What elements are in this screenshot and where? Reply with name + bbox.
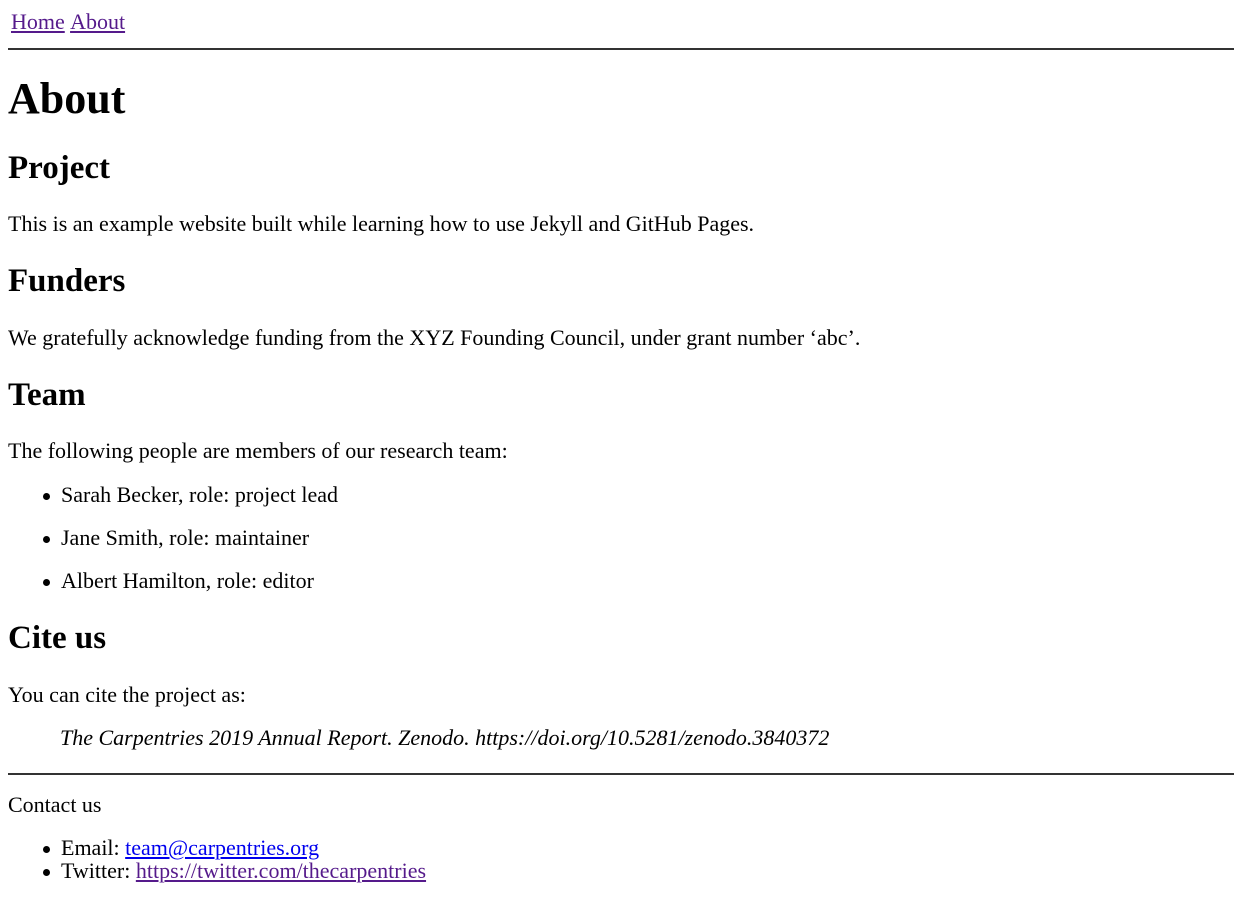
- team-member-text: Jane Smith, role: maintainer: [61, 525, 310, 550]
- section-heading-cite: Cite us: [8, 620, 107, 656]
- email-label: Email:: [61, 835, 126, 860]
- email-link[interactable]: team@carpentries.org: [125, 835, 320, 860]
- contact-item-twitter: [61, 857, 426, 885]
- section-heading-funders: Funders: [8, 263, 126, 299]
- team-member-item: [61, 524, 309, 552]
- team-member-text: Albert Hamilton, role: editor: [61, 568, 314, 593]
- team-member-item: [61, 481, 338, 509]
- page-title: About: [8, 74, 126, 123]
- cite-intro: You can cite the project as:: [8, 682, 246, 707]
- nav-link-about[interactable]: About: [70, 9, 126, 34]
- team-member-item: [61, 567, 314, 595]
- footer-divider: [8, 773, 1234, 775]
- page: [8, 0, 1234, 883]
- bullet-icon: [43, 536, 50, 543]
- funders-text: We gratefully acknowledge funding from the XYZ Founding Council, under grant number ‘abc’.: [8, 325, 861, 350]
- project-text: This is an example website built while learning how to use Jekyll and GitHub Pages.: [8, 211, 755, 236]
- bullet-icon: [43, 579, 50, 586]
- top-nav: [8, 0, 1234, 48]
- team-member-text: Sarah Becker, role: project lead: [61, 482, 339, 507]
- citation-quote: The Carpentries 2019 Annual Report. Zenodo. https://doi.org/10.5281/zenodo.3840372: [60, 725, 830, 750]
- bullet-icon: [43, 493, 50, 500]
- team-intro: The following people are members of our research team:: [8, 438, 508, 463]
- bullet-icon: [43, 846, 50, 853]
- header-divider: [8, 48, 1234, 50]
- twitter-link[interactable]: https://twitter.com/thecarpentries: [135, 858, 427, 883]
- footer-title: Contact us: [8, 792, 102, 817]
- section-heading-project: Project: [8, 150, 110, 186]
- nav-links: [11, 9, 126, 35]
- nav-link-home[interactable]: Home: [11, 9, 65, 34]
- twitter-label: Twitter:: [61, 858, 136, 883]
- section-heading-team: Team: [8, 377, 86, 413]
- bullet-icon: [43, 869, 50, 876]
